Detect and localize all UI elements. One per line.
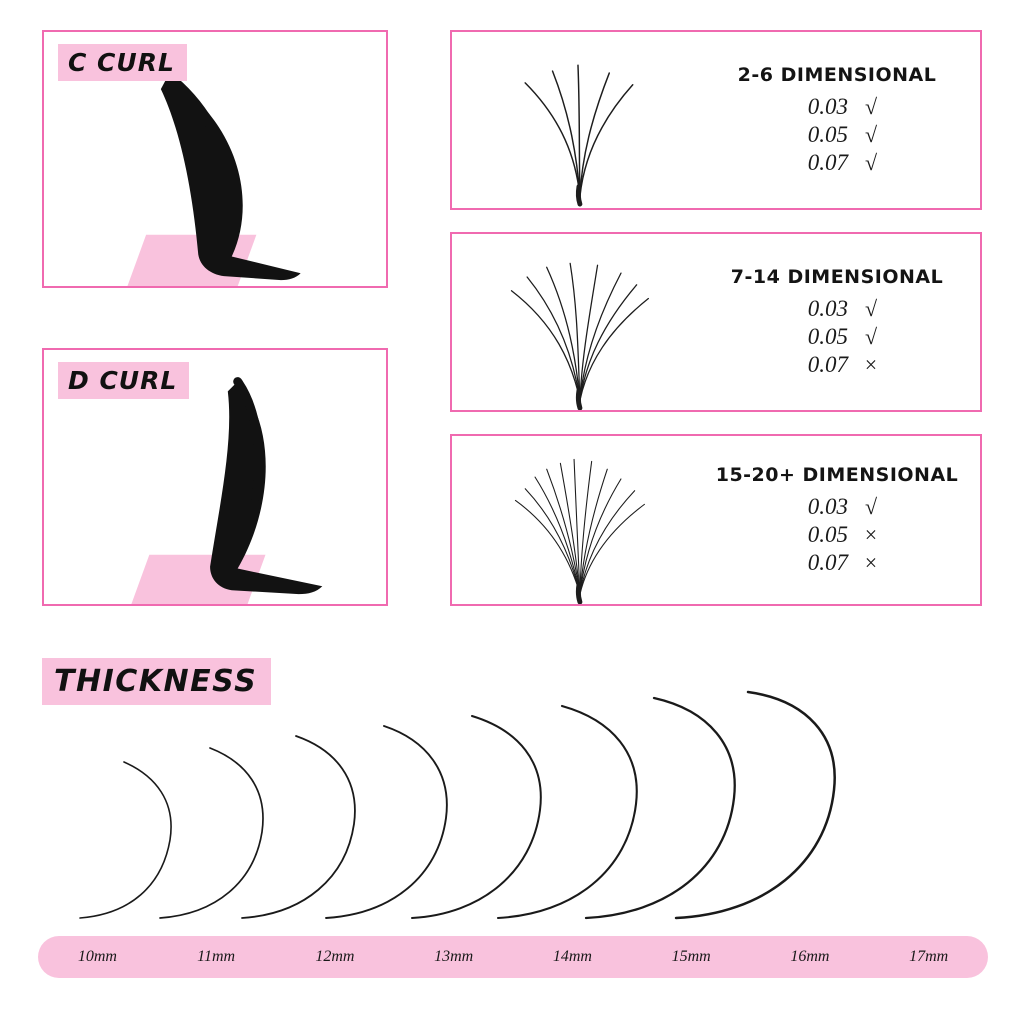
thickness-value: 0.05 xyxy=(807,122,848,147)
dimension-title: 2-6 DIMENSIONAL xyxy=(737,64,937,86)
thickness-value: 0.07 xyxy=(807,150,848,175)
length-label: 14mm xyxy=(552,948,592,965)
thickness-row xyxy=(780,522,894,548)
thickness-availability-list xyxy=(780,494,894,576)
thickness-row xyxy=(780,352,894,378)
d-curl-panel xyxy=(42,348,388,606)
length-label: 12mm xyxy=(315,948,355,965)
dimension-title: 15-20+ DIMENSIONAL xyxy=(715,464,959,486)
availability-mark: × xyxy=(864,522,878,547)
length-label: 10mm xyxy=(77,948,117,965)
c-curl-panel xyxy=(42,30,388,288)
thickness-value: 0.05 xyxy=(807,522,848,547)
dimension-info-7-14 xyxy=(702,266,980,378)
availability-mark: √ xyxy=(864,150,878,175)
thickness-row xyxy=(780,150,894,176)
length-scale-labels xyxy=(38,936,988,978)
thickness-row xyxy=(780,324,894,350)
dimension-panel-15-20 xyxy=(450,434,982,606)
lash-fan-14d-image xyxy=(452,234,702,410)
length-label: 13mm xyxy=(434,948,474,965)
thickness-row xyxy=(780,550,894,576)
thickness-value: 0.07 xyxy=(807,550,848,575)
lash-fan-20d-image xyxy=(452,436,702,604)
length-label: 15mm xyxy=(671,948,711,965)
thickness-section-label: THICKNESS xyxy=(42,658,271,705)
availability-mark: √ xyxy=(864,296,878,321)
thickness-value: 0.07 xyxy=(807,352,848,377)
length-label: 17mm xyxy=(909,948,949,965)
length-label: 11mm xyxy=(197,948,236,965)
d-curl-label: D CURL xyxy=(58,362,189,399)
thickness-value: 0.03 xyxy=(807,494,848,519)
availability-mark: × xyxy=(864,550,878,575)
dimension-panel-2-6 xyxy=(450,30,982,210)
thickness-value: 0.05 xyxy=(807,324,848,349)
thickness-row xyxy=(780,94,894,120)
thickness-availability-list xyxy=(780,296,894,378)
lash-fan-6d-image xyxy=(452,32,702,208)
dimension-info-15-20 xyxy=(702,464,980,576)
dimension-panel-7-14 xyxy=(450,232,982,412)
availability-mark: √ xyxy=(864,94,878,119)
thickness-value: 0.03 xyxy=(807,296,848,321)
thickness-row xyxy=(780,122,894,148)
length-label: 16mm xyxy=(790,948,830,965)
thickness-availability-list xyxy=(780,94,894,176)
availability-mark: √ xyxy=(864,122,878,147)
dimension-info-2-6 xyxy=(702,64,980,176)
thickness-row xyxy=(780,296,894,322)
thickness-value: 0.03 xyxy=(807,94,848,119)
availability-mark: √ xyxy=(864,324,878,349)
dimension-title: 7-14 DIMENSIONAL xyxy=(730,266,944,288)
lash-length-comparison-image xyxy=(20,690,1010,940)
thickness-row xyxy=(780,494,894,520)
availability-mark: × xyxy=(864,352,878,377)
c-curl-label: C CURL xyxy=(58,44,187,81)
availability-mark: √ xyxy=(864,494,878,519)
